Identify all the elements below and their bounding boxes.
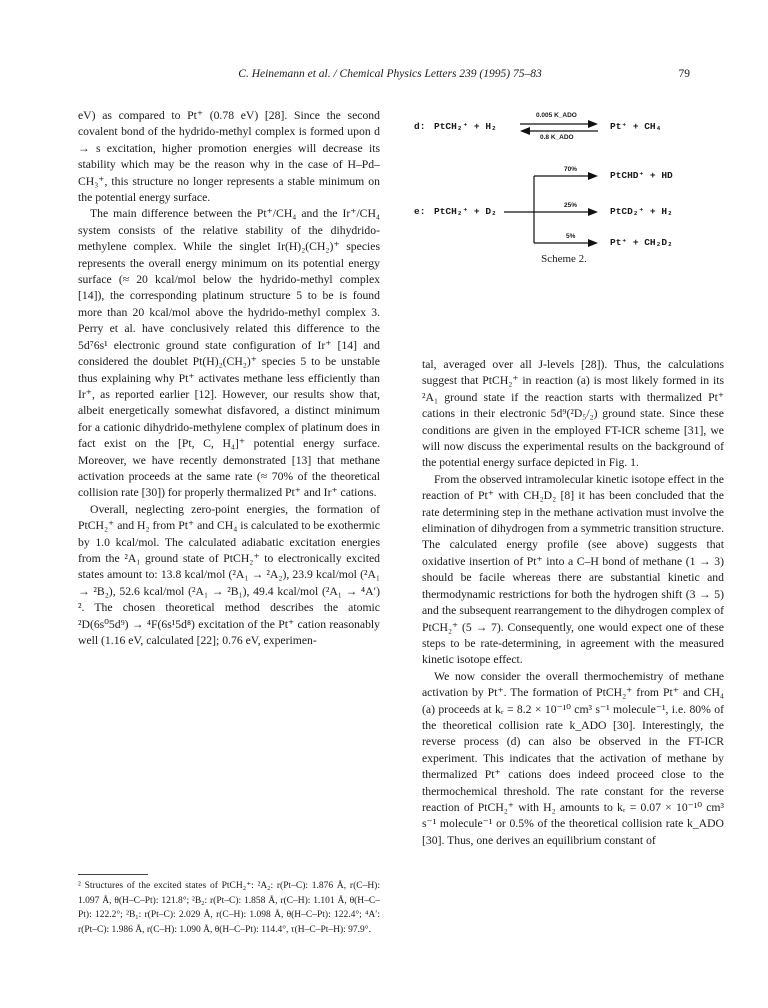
- right-paragraph-1: tal, averaged over all J-levels [28]). Thus, the calculations suggest that PtCH₂⁺ in reaction (a) is most likely formed in its ²A₁ ground state if the reaction starts with thermalized Pt⁺ cations in their electronic 5d⁹(²D₅/₂) ground state. Since these conditions are given in the employed FT-ICR scheme [31], we will now discuss the experimental results on the background of the potential energy surface depicted in Fig. 1.: [422, 358, 724, 470]
- e-branch2-arrowhead: [588, 208, 598, 216]
- page-header: [0, 68, 768, 88]
- scheme-e-branch2-pct: 25%: [564, 202, 578, 209]
- scheme-e-branch1-pct: 70%: [564, 166, 578, 173]
- scheme-e-branch3-pct: 5%: [566, 233, 576, 240]
- scheme-e-branch3-products: Pt⁺ + CH₂D₂: [610, 237, 673, 248]
- scheme-d-label: d:: [414, 121, 426, 132]
- scheme-d-reverse-rate: 0.8 K_ADO: [540, 134, 574, 141]
- right-paragraph-2: From the observed intramolecular kinetic isotope effect in the reaction of Pt⁺ with CH₂D₂ [8] it has been concluded that the rate determining step in the methane activation must involve the elimination of dihydrogen from a symmetric transition structure. The calculated energy profile (see above) suggests that oxidative insertion of Pt⁺ into a C–H bond of methane (1 → 3) should be facile whereas there are substantial kinetic and thermodynamic restrictions for both the hydrogen shift (3 → 5) and the subsequent rearrangement to the dihydrogen complex of PtCH₂⁺ (5 → 7). Consequently, one would expect one of these steps to be rate-determining, in agreement with the measured kinetic isotope effect.: [422, 472, 724, 667]
- scheme-e-label: e:: [414, 206, 426, 217]
- left-paragraph-1: eV) as compared to Pt⁺ (0.78 eV) [28]. Since the second covalent bond of the hydrido-methyl complex is formed upon d → s excitation, higher promotion energies will decrease its stability which may be the reason why in the case of H–Pd–CH₃⁺, this structure no longer represents a stable minimum on the potential energy surface.: [78, 109, 380, 205]
- running-head: C. Heinemann et al. / Chemical Physics Letters 239 (1995) 75–83: [238, 68, 542, 80]
- right-paragraph-3: We now consider the overall thermochemistry of methane activation by Pt⁺. The formation of PtCH₂⁺ from Pt⁺ and CH₄ (a) proceeds at kᵣ = 8.2 × 10⁻¹⁰ cm³ s⁻¹ molecule⁻¹, i.e. 80% of the theoretical collision rate k_ADO [30]. Interestingly, the reverse process (d) can also be observed in the FT-ICR experiment. This indicates that the activation of methane by thermalized Pt⁺ cations does indeed proceed close to the thermochemical threshold. The rate constant for the reverse reaction of PtCH₂⁺ with H₂ amounts to kᵣ = 0.07 × 10⁻¹⁰ cm³ s⁻¹ molecule⁻¹ or 0.5% of the theoretical collision rate k_ADO [30]. Thus, one derives an equilibrium constant of: [422, 669, 724, 847]
- e-branch3-arrowhead: [588, 239, 598, 247]
- scheme-d-reactants: PtCH₂⁺ + H₂: [434, 121, 497, 132]
- page-number: 79: [678, 68, 690, 80]
- scheme-2: [414, 108, 714, 338]
- d-forward-arrowhead: [588, 120, 598, 128]
- footnote-rule: [78, 874, 148, 875]
- e-branch1-arrowhead: [588, 172, 598, 180]
- d-reverse-arrowhead: [520, 127, 530, 135]
- right-column: [422, 357, 724, 849]
- scheme-e-reactants: PtCH₂⁺ + D₂: [434, 206, 497, 217]
- scheme-e-branch1-products: PtCHD⁺ + HD: [610, 170, 673, 181]
- left-paragraph-3: Overall, neglecting zero-point energies, the formation of PtCH₂⁺ and H₂ from Pt⁺ and CH₄ is calculated to be exothermic by 1.0 kcal/mol. The calculated adiabatic excitation energies from the ²A₁ ground state of PtCH₂⁺ to electronically excited states amount to: 13.8 kcal/mol (²A₁ → ²A₂), 23.9 kcal/mol (²A₁ → ²B₂), 52.6 kcal/mol (²A₁ → ²B₁), 49.4 kcal/mol (²A₁ → ⁴A′) ². The chosen theoretical method describes the atomic ²D(6s⁰5d⁹) → ⁴F(6s¹5d⁸) excitation of the Pt⁺ cation reasonably well (1.16 eV, calculated [22]; 0.76 eV, experimen-: [78, 502, 380, 647]
- scheme-d-products: Pt⁺ + CH₄: [610, 121, 662, 132]
- scheme-e-branch2-products: PtCD₂⁺ + H₂: [610, 206, 673, 217]
- footnote: ² Structures of the excited states of PtCH₂⁺: ²A₂: r(Pt–C): 1.876 Å, r(C–H): 1.097 Å, θ(H–C–Pt): 121.8°; ²B₂: r(Pt–C): 1.858 Å, r(C–H): 1.101 Å, θ(H–C–Pt): 122.2°; ²B₁: r(Pt–C): 2.029 Å, r(C–H): 1.098 Å, θ(H–C–Pt): 122.4°; ⁴A′: r(Pt–C): 1.986 Å, r(C–H): 1.090 Å, θ(H–C–Pt): 114.4°, τ(H–C–Pt–H): 97.9°.: [78, 881, 380, 935]
- scheme-caption: Scheme 2.: [541, 253, 587, 265]
- left-paragraph-2: The main difference between the Pt⁺/CH₄ and the Ir⁺/CH₄ system consists of the relative stability of the dihydrido-methylene complex. While the singlet Ir(H)₂(CH₂)⁺ species represents the overall energy minimum on its potential energy surface (≈ 20 kcal/mol below the hydrido-methyl complex [14]), the corresponding platinum structure 5 to be is found more than 20 kcal/mol above the hydrido-methyl complex 3. Perry et al. have conclusively related this difference to the 5d⁷6s¹ electronic ground state configuration of Ir⁺ [14] and considered the doublet Pt(H)₂(CH₂)⁺ species 5 to be unstable thus explaining why Pt⁺ activates methane less efficiently than Ir⁺, as reported earlier [12]. However, our results show that, albeit energetically somewhat disfavored, a distinct minimum for a cationic dihydrido-methylene complex of platinum does in fact exist on the [Pt, C, H₄]⁺ potential energy surface. Moreover, we have recently demonstrated [13] that methane activation proceeds at the same rate (≈ 70% of the theoretical collision rate [30]) for properly thermalized Pt⁺ and Ir⁺ cations.: [78, 207, 380, 500]
- scheme-d-forward-rate: 0.005 K_ADO: [536, 112, 577, 119]
- left-column: [78, 108, 380, 649]
